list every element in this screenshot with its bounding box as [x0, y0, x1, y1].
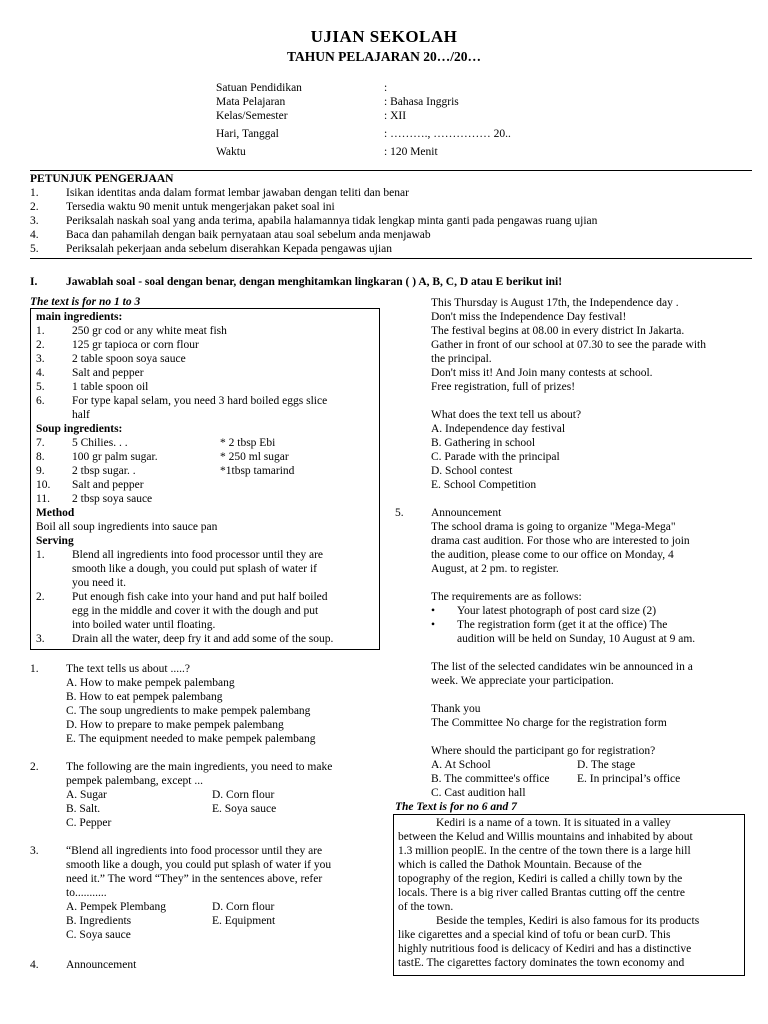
soup-text: 100 gr palm sugar. [72, 451, 158, 463]
thanks-text: Thank you [431, 703, 481, 715]
ingredient-text: For type kapal selam, you need 3 hard boiled eggs slice [72, 395, 328, 407]
kediri-line: 1.3 million peoplE. In the centre of the town there is a large hill [398, 845, 691, 857]
soup-number: 11. [36, 493, 50, 505]
kediri-line: which is called the Dathok Mountain. Because of the [398, 859, 642, 871]
question-text: pempek palembang, except ... [66, 775, 203, 787]
bullet-icon: • [431, 605, 436, 617]
main-ingredients-title: main ingredients: [36, 311, 123, 323]
recipe-heading: The text is for no 1 to 3 [30, 296, 141, 308]
instruction-text: Tersedia waktu 90 menit untuk mengerjakan paket soal ini [66, 201, 335, 213]
info-label: Waktu [216, 146, 246, 158]
instruction-text: Periksalah naskah soal yang anda terima, apabila halamannya tidak lengkap minta ganti pada pengawas ruang ujian [66, 215, 598, 227]
info-row [216, 81, 516, 95]
soup-number: 7. [36, 437, 45, 449]
kediri-line: highly nutritious food is delicacy of Kediri and has a distinctive [398, 943, 692, 955]
requirement-text: The registration form (get it at the office) The [457, 619, 668, 631]
ingredient-number: 6. [36, 395, 45, 407]
info-label: Mata Pelajaran [216, 96, 286, 108]
question-number: 4. [30, 959, 39, 971]
info-label: Hari, Tanggal [216, 128, 279, 140]
announcement-line: Don't miss it! And Join many contests at school. [431, 367, 653, 379]
info-row [216, 95, 516, 109]
option[interactable]: D. Corn flour [212, 789, 275, 801]
option[interactable]: E. Equipment [212, 915, 276, 927]
info-value: : ………., …………… 20.. [384, 128, 511, 140]
instruction-text: Isikan identitas anda dalam format lembar jawaban dengan teliti dan benar [66, 187, 409, 199]
kediri-line: between the Kelud and Willis mountains and inhabited by about [398, 831, 693, 843]
info-row [216, 109, 516, 123]
question-text: Where should the participant go for registration? [431, 745, 656, 757]
soup-extra: * 2 tbsp Ebi [220, 437, 276, 449]
info-value: : XII [384, 110, 407, 122]
soup-extra: *1tbsp tamarind [220, 465, 295, 477]
exam-title: UJIAN SEKOLAH [310, 27, 458, 46]
option[interactable]: E. School Competition [431, 479, 537, 491]
soup-number: 9. [36, 465, 45, 477]
instruction-number: 1. [30, 187, 39, 199]
option[interactable]: D. School contest [431, 465, 513, 477]
option[interactable]: E. Soya sauce [212, 803, 277, 815]
committee-text: The Committee No charge for the registration form [431, 717, 667, 729]
info-value: : [384, 82, 388, 94]
ingredient-number: 4. [36, 367, 45, 379]
question-number: 5. [395, 507, 404, 519]
soup-number: 8. [36, 451, 45, 463]
instruction-text: Baca dan pahamilah dengan baik pernyataan atau soal sebelum anda menjawab [66, 229, 431, 241]
option[interactable]: B. The committee's office [431, 773, 550, 785]
option[interactable]: B. Salt. [66, 803, 101, 815]
ingredient-number: 1. [36, 325, 45, 337]
question-text: Announcement [66, 959, 137, 971]
instruction-number: 3. [30, 215, 39, 227]
serving-text: Drain all the water, deep fry it and add some of the soup. [72, 633, 334, 645]
announcement-line: Free registration, full of prizes! [431, 381, 576, 393]
section-number: I. [30, 276, 38, 288]
option[interactable]: A. Independence day festival [431, 423, 566, 435]
announcement-line: Gather in front of our school at 07.30 to see the parade with [431, 339, 706, 351]
option[interactable]: A. Sugar [66, 789, 107, 801]
info-row [216, 145, 516, 159]
option[interactable]: A. How to make pempek palembang [66, 677, 235, 689]
option[interactable]: D. The stage [577, 759, 636, 771]
announcement-line: the principal. [431, 353, 492, 365]
option[interactable]: E. In principal’s office [577, 773, 681, 785]
kediri-line: like cigarettes and a special kind of tofu or bean curD. This [398, 929, 671, 941]
divider [30, 170, 752, 171]
kediri-line: Kediri is a name of a town. It is situated in a valley [436, 817, 671, 829]
serving-text: Blend all ingredients into food processor until they are [72, 549, 324, 561]
soup-extra: * 250 ml sugar [220, 451, 289, 463]
announcement-line: August, at 2 pm. to register. [431, 563, 559, 575]
announcement-line: This Thursday is August 17th, the Independence day . [431, 297, 679, 309]
soup-text: 2 tbsp soya sauce [72, 493, 153, 505]
info-value: : Bahasa Inggris [384, 96, 459, 108]
serving-number: 3. [36, 633, 45, 645]
question-5-title: Announcement [431, 507, 502, 519]
soup-ingredients-title: Soup ingredients: [36, 423, 123, 435]
info-value: : 120 Menit [384, 146, 438, 158]
kediri-line: tastE. The cigarettes factory dominates the town economy and [398, 957, 685, 969]
question-number: 3. [30, 845, 39, 857]
method-title: Method [36, 507, 75, 519]
option[interactable]: C. Parade with the principal [431, 451, 560, 463]
option[interactable]: B. How to eat pempek palembang [66, 691, 223, 703]
question-text: to........... [66, 887, 107, 899]
announcement-line: The festival begins at 08.00 in every district In Jakarta. [431, 325, 685, 337]
method-text: Boil all soup ingredients into sauce pan [36, 521, 218, 533]
ingredient-text: 1 table spoon oil [72, 381, 149, 393]
question-text: The following are the main ingredients, you need to make [66, 761, 333, 773]
instruction-number: 5. [30, 243, 39, 255]
serving-number: 1. [36, 549, 45, 561]
soup-text: Salt and pepper [72, 479, 144, 491]
announcement-line: Don't miss the Independence Day festival! [431, 311, 627, 323]
option[interactable]: B. Gathering in school [431, 437, 536, 449]
serving-title: Serving [36, 535, 74, 547]
option[interactable]: B. Ingredients [66, 915, 132, 927]
option[interactable]: A. Pempek Plembang [66, 901, 166, 913]
announcement-line: The school drama is going to organize "Mega-Mega" [431, 521, 676, 533]
serving-text: smooth like a dough, you could put splash of water if [72, 563, 317, 575]
ingredient-text: Salt and pepper [72, 367, 144, 379]
question-text: smooth like a dough, you could put splash of water if you [66, 859, 332, 871]
serving-text: you need it. [72, 577, 126, 589]
soup-text: 5 Chilies. . . [72, 437, 128, 449]
announcement-line: week. We appreciate your participation. [431, 675, 614, 687]
soup-text: 2 tbsp sugar. . [72, 465, 136, 477]
question-text: need it.” The word “They” in the sentences above, refer [66, 873, 323, 885]
info-row [216, 127, 516, 141]
ingredient-text: 2 table spoon soya sauce [72, 353, 186, 365]
kediri-line: topography of the region, Kediri is called a chilly town by the [398, 873, 683, 885]
instruction-number: 2. [30, 201, 39, 213]
section-instruction: Jawablah soal - soal dengan benar, dengan menghitamkan lingkaran ( ) A, B, C, D atau E berikut ini! [66, 276, 563, 288]
announcement-line: the audition, please come to our office on Monday, 4 [431, 549, 674, 561]
option[interactable]: A. At School [431, 759, 491, 771]
soup-number: 10. [36, 479, 51, 491]
ingredient-text: 125 gr tapioca or corn flour [72, 339, 199, 351]
info-label: Kelas/Semester [216, 110, 288, 122]
requirements-intro: The requirements are as follows: [431, 591, 582, 603]
ingredient-number: 5. [36, 381, 45, 393]
question-text: The text tells us about .....? [66, 663, 190, 675]
serving-number: 2. [36, 591, 45, 603]
info-label: Satuan Pendidikan [216, 82, 302, 94]
kediri-line: of the town. [398, 901, 454, 913]
ingredient-text-cont: half [72, 409, 90, 421]
bullet-icon: • [431, 619, 436, 631]
option[interactable]: C. Pepper [66, 817, 112, 829]
question-text: “Blend all ingredients into food processor until they are [66, 845, 323, 857]
serving-text: Put enough fish cake into your hand and put half boiled [72, 591, 328, 603]
question-number: 1. [30, 663, 39, 675]
text-6-7-heading: The Text is for no 6 and 7 [395, 801, 517, 813]
announcement-line: The list of the selected candidates win be announced in a [431, 661, 693, 673]
question-text: What does the text tell us about? [431, 409, 582, 421]
divider [30, 258, 752, 259]
option[interactable]: C. The soup ungredients to make pempek palembang [66, 705, 311, 717]
serving-text: egg in the middle and cover it with the dough and put [72, 605, 319, 617]
option[interactable]: C. Cast audition hall [431, 787, 526, 799]
option[interactable]: D. How to prepare to make pempek palembang [66, 719, 284, 731]
kediri-line: Beside the temples, Kediri is also famous for its products [436, 915, 700, 927]
ingredient-number: 3. [36, 353, 45, 365]
option[interactable]: E. The equipment needed to make pempek palembang [66, 733, 316, 745]
option[interactable]: C. Soya sauce [66, 929, 131, 941]
instruction-number: 4. [30, 229, 39, 241]
requirement-text: audition will be held on Sunday, 10 August at 9 am. [457, 633, 696, 645]
serving-text: into boiled water until floating. [72, 619, 216, 631]
ingredient-text: 250 gr cod or any white meat fish [72, 325, 227, 337]
kediri-line: locals. There is a big river called Brantas cutting off the centre [398, 887, 685, 899]
announcement-line: drama cast audition. For those who are interested to join [431, 535, 690, 547]
exam-subtitle: TAHUN PELAJARAN 20…/20… [286, 49, 481, 64]
option[interactable]: D. Corn flour [212, 901, 275, 913]
instruction-text: Periksalah pekerjaan anda sebelum diserahkan Kepada pengawas ujian [66, 243, 393, 255]
ingredient-number: 2. [36, 339, 45, 351]
question-number: 2. [30, 761, 39, 773]
instructions-heading: PETUNJUK PENGERJAAN [30, 173, 174, 185]
requirement-text: Your latest photograph of post card size (2) [457, 605, 657, 617]
